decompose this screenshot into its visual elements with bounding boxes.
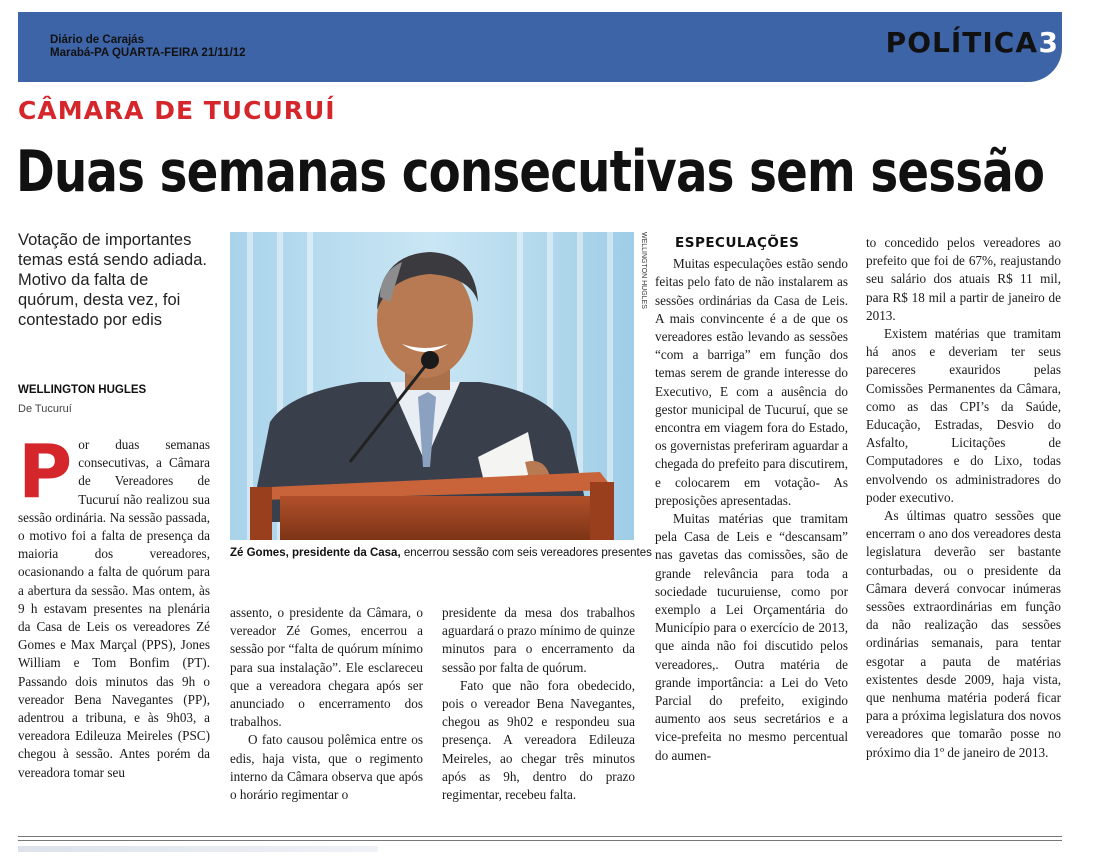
- article-column-5: [866, 234, 1061, 762]
- paragraph: Fato que não fora obedecido, pois o vereador Bena Navegantes, chegou as 9h02 e respondeu sua presença. A vereadora Edileuza Meireles, ao chegar três minutos após as 9h, dentro do prazo regimentar, recebeu falta.: [442, 677, 635, 803]
- article-column-2: [230, 604, 423, 804]
- byline-place: De Tucuruí: [18, 403, 72, 415]
- article-column-3: [442, 604, 635, 804]
- footer-rule: [18, 836, 1062, 841]
- paragraph: Existem matérias que tramitam há anos e deveriam ter seus pareceres exauridos pelas Comissões Permanentes da Câmara, como as das CPI’s da Saúde, Educação, Estradas, Desvio do Asfalto, Licitações de Computadores e do Lixo, todas envolvendo os administradores do poder executivo.: [866, 326, 1061, 505]
- paragraph: O fato causou polêmica entre os edis, haja vista, que o regimento interno da Câmara observa que após o horário regimentar o: [230, 732, 423, 803]
- byline: WELLINGTON HUGLES: [18, 384, 147, 396]
- article-column-1: [18, 429, 210, 782]
- paragraph: Muitas especulações estão sendo feitas pelo fato de não instalarem as sessões ordinárias da Casa de Leis. A mais convincente é a de que os vereadores estão levando as sessões “com a barriga” em função dos temas serem de grande interesse do Executivo, E com a ausência do gestor municipal de Tucuruí, que se encontra em viagem fora do Estado, os governistas preferiram aguardar a chegada do prefeito para discutirem, e colocarem em votação- As preposições apresentadas.: [655, 256, 848, 508]
- drop-cap: P: [18, 429, 73, 515]
- kicker: CÂMARA DE TUCURUÍ: [18, 96, 336, 125]
- headline: Duas semanas consecutivas sem sessão: [16, 139, 1045, 205]
- newspaper-name: Diário de Carajás: [50, 34, 144, 46]
- caption-lead: Zé Gomes, presidente da Casa,: [230, 547, 401, 559]
- section-title: POLÍTICA: [885, 26, 1038, 59]
- paragraph: or duas semanas consecutivas, a Câmara de Vereadores de Tucuruí não realizou sua sessão ordinária. Na sessão passada, o motivo foi a falta de presença da maioria dos vereadores, ocasionando a falta de quórum para a abertura da sessão. Mas ontem, às 9 h estavam presentes na plenária da Casa de Leis os vereadores Zé Gomes e Max Marçal (PPS), Jones William e Tom Bonfim (PT). Passando dois minutos das 9h o vereador Bena Navegantes (PP), adentrou a tribuna, e às 9h03, a vereadora Edileuza Meireles (PSC) chegou à sessão. Antes porém da vereadora tomar seu: [18, 437, 210, 780]
- paragraph: to concedido pelos vereadores ao prefeito que foi de 67%, reajustando seu salário dos atuais R$ 11 mil, para R$ 18 mil a partir de janeiro de 2013.: [866, 235, 1061, 323]
- article-column-4: [655, 234, 848, 765]
- deck: Votação de importantes temas está sendo adiada. Motivo da falta de quórum, desta vez, foi contestado por edis: [18, 231, 207, 329]
- paragraph: assento, o presidente da Câmara, o vereador Zé Gomes, encerrou a sessão por “falta de quórum mínimo para sua instalação”. Ele esclareceu que a vereadora chegara após ser anunciado o encerramento dos trabalhos.: [230, 605, 423, 730]
- page-number: 3: [1038, 26, 1058, 59]
- masthead: [50, 34, 246, 60]
- paragraph: presidente da mesa dos trabalhos aguardará o prazo mínimo de quinze minutos para o encerramento da sessão por falta de quórum.: [442, 605, 635, 675]
- photo-caption: [230, 547, 652, 559]
- paragraph: As últimas quatro sessões que encerram o ano dos vereadores desta legislatura deverão ser bastante conturbadas, ou o presidente da Câmara deverá convocar inúmeras sessões extraordinárias em função da não realização das sessões ordinárias semanais, para tentar esgotar a pauta de matérias existentes desde 2009, haja vista, que nenhuma matéria poderá ficar para a próxima legislatura dos novos vereadores que tomarão posse no próximo dia 1º de janeiro de 2013.: [866, 508, 1061, 760]
- article-photo: [230, 232, 634, 540]
- paragraph: Muitas matérias que tramitam pela Casa de Leis e “descansam” nas gavetas das comissões, são de grande relevância para toda a sociedade tucuruiense, como por exemplo a Lei Orçamentária do Município para o exercício de 2013, que ainda não foi discutido pelos vereadores,. Outra matéria de grande importância: a Lei do Veto Parcial do prefeito, exigindo aumento aos seus secretários e a vice-prefeita no mesmo percentual do aumen-: [655, 511, 848, 763]
- footer-bleed: [18, 846, 378, 852]
- photo-credit: WELLINGTON HUGLES: [640, 232, 647, 309]
- subheading: ESPECULAÇÕES: [675, 235, 800, 251]
- caption-text: encerrou sessão com seis vereadores presentes: [400, 547, 652, 559]
- dateline: Marabá-PA QUARTA-FEIRA 21/11/12: [50, 47, 246, 59]
